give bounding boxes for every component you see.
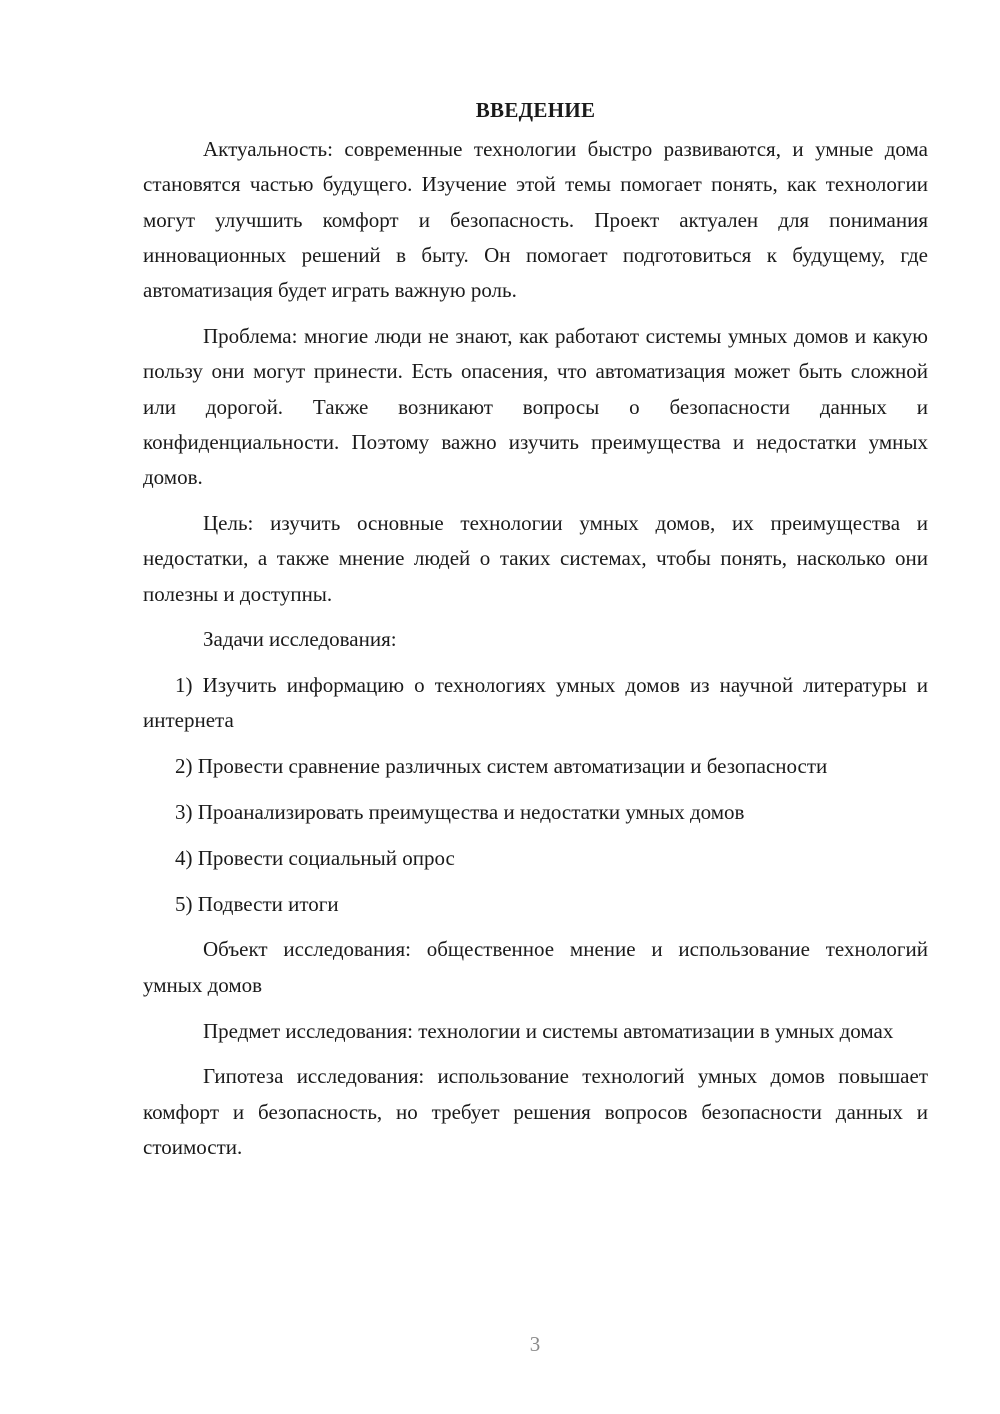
list-item: 3) Проанализировать преимущества и недостатки умных домов (175, 800, 745, 825)
list-item: 2) Провести сравнение различных систем автоматизации и безопасности (175, 754, 828, 779)
paragraph-relevance: Актуальность: современные технологии быстро развиваются, и умные дома становятся частью будущего. Изучение этой темы помогает понять, как технологии могут улучшить комфорт и безопасность. Проект актуален для понимания инновационных решений в быту. Он помогает подготовиться к будущему, где автоматизация будет играть важную роль. (143, 137, 928, 303)
list-item: 5) Подвести итоги (175, 891, 339, 916)
list-item: 4) Провести социальный опрос (175, 845, 455, 870)
paragraph-object: Объект исследования: общественное мнение и использование технологий умных домов (143, 937, 928, 997)
page-number: 3 (529, 1332, 541, 1356)
paragraph-goal: Цель: изучить основные технологии умных домов, их преимущества и недостатки, а также мнение людей о таких системах, чтобы понять, насколько они полезны и доступны. (143, 510, 928, 606)
paragraph-problem: Проблема: многие люди не знают, как работают системы умных домов и какую пользу они могут принести. Есть опасения, что автоматизация может быть сложной или дорогой. Также возникают вопросы о безопасности данных и конфиденциальности. Поэтому важно изучить преимущества и недостатки умных домов. (143, 323, 928, 490)
list-item: 1) Изучить информацию о технологиях умных домов из научной литературы и интернета (143, 673, 928, 733)
paragraph-subject: Предмет исследования: технологии и системы автоматизации в умных домах (203, 1018, 894, 1043)
section-title: ВВЕДЕНИЕ (475, 98, 596, 122)
document-page (143, 92, 928, 1176)
paragraph-hypothesis: Гипотеза исследования: использование технологий умных домов повышает комфорт и безопасность, но требует решения вопросов безопасности данных и стоимости. (143, 1064, 928, 1159)
paragraph-tasks-heading: Задачи исследования: (203, 627, 397, 652)
